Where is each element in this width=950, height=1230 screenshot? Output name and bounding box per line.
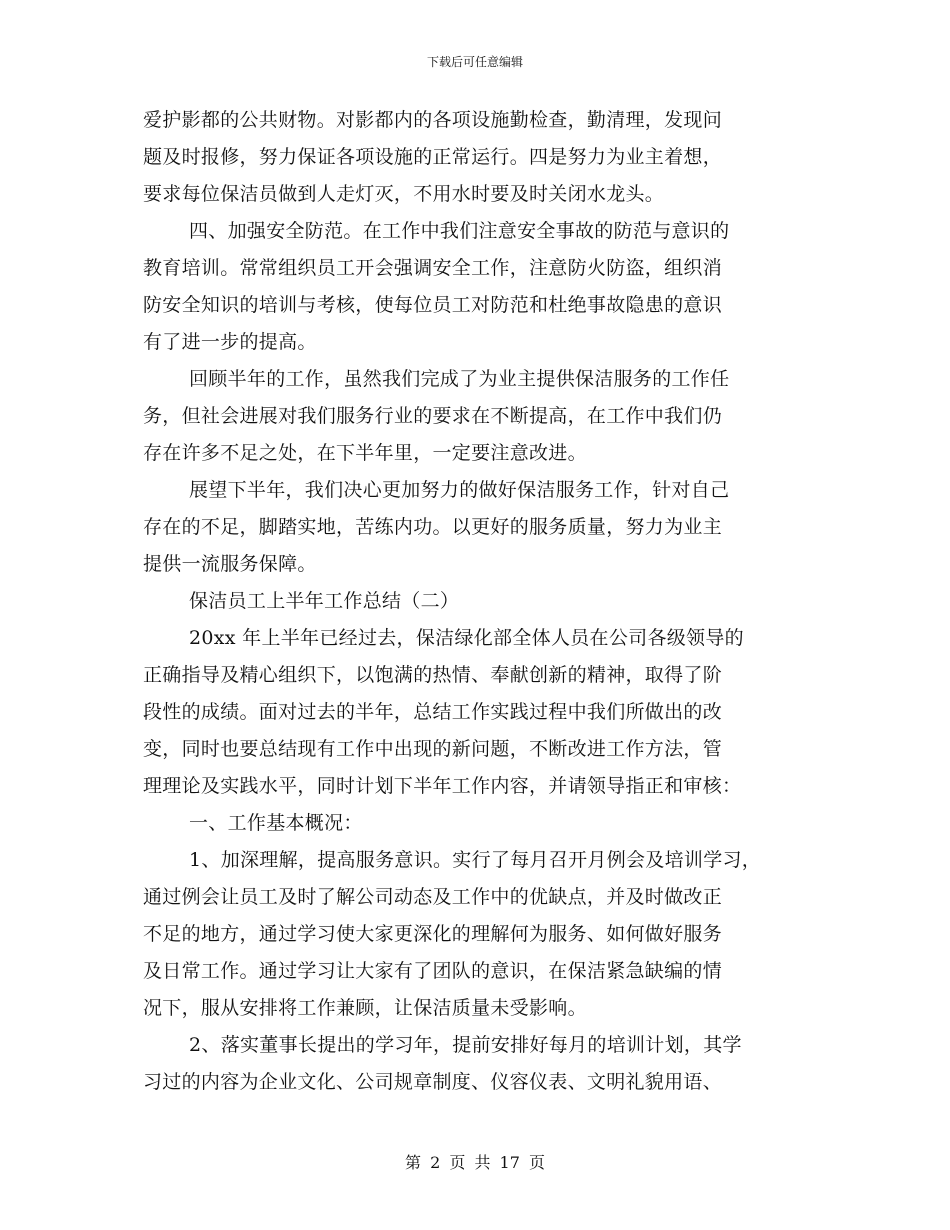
text-line: 防安全知识的培训与考核，使每位员工对防范和杜绝事故隐患的意识 xyxy=(143,294,723,316)
text-line: 展望下半年，我们决心更加努力的做好保洁服务工作，针对自己 xyxy=(189,479,730,501)
text-line: 提供一流服务保障。 xyxy=(143,553,317,575)
document-body xyxy=(143,102,823,1101)
text-line: 20xx 年上半年已经过去，保洁绿化部全体人员在公司各级领导的 xyxy=(189,627,744,649)
text-line: 回顾半年的工作，虽然我们完成了为业主提供保洁服务的工作任 xyxy=(189,368,730,390)
page-header: 下载后可任意编辑 xyxy=(426,55,523,69)
text-line: 存在许多不足之处，在下半年里，一定要注意改进。 xyxy=(143,442,587,464)
text-line: 变，同时也要总结现有工作中出现的新问题，不断改进工作方法，管 xyxy=(143,738,723,760)
text-line: 爱护影都的公共财物。对影都内的各项设施勤检查，勤清理，发现问 xyxy=(143,109,723,131)
text-line: 1、加深理解，提高服务意识。实行了每月召开月例会及培训学习， xyxy=(189,849,762,871)
text-line: 存在的不足，脚踏实地，苦练内功。以更好的服务质量，努力为业主 xyxy=(143,516,723,538)
text-line: 正确指导及精心组织下，以饱满的热情、奉献创新的精神，取得了阶 xyxy=(143,664,723,686)
text-line: 四、加强安全防范。在工作中我们注意安全事故的防范与意识的 xyxy=(189,220,730,242)
page-number: 第 2 页 共 17 页 xyxy=(405,1153,545,1172)
text-line: 要求每位保洁员做到人走灯灭，不用水时要及时关闭水龙头。 xyxy=(143,183,665,205)
text-line: 不足的地方，通过学习使大家更深化的理解何为服务、如何做好服务 xyxy=(143,923,723,945)
text-line: 况下，服从安排将工作兼顾，让保洁质量未受影响。 xyxy=(143,997,587,1019)
text-line: 段性的成绩。面对过去的半年，总结工作实践过程中我们所做出的改 xyxy=(143,701,723,723)
text-line: 题及时报修，努力保证各项设施的正常运行。四是努力为业主着想， xyxy=(143,146,723,168)
text-line: 及日常工作。通过学习让大家有了团队的意识，在保洁紧急缺编的情 xyxy=(143,960,723,982)
text-line: 理理论及实践水平，同时计划下半年工作内容，并请领导指正和审核： xyxy=(143,775,742,797)
text-line: 务，但社会进展对我们服务行业的要求在不断提高，在工作中我们仍 xyxy=(143,405,723,427)
text-line: 教育培训。常常组织员工开会强调安全工作，注意防火防盗，组织消 xyxy=(143,257,723,279)
text-line: 2、落实董事长提出的学习年，提前安排好每月的培训计划，其学 xyxy=(189,1034,742,1056)
text-line: 一、工作基本概况： xyxy=(189,812,363,834)
text-line: 有了进一步的提高。 xyxy=(143,331,317,353)
section-title: 保洁员工上半年工作总结（二） xyxy=(189,590,460,612)
text-line: 通过例会让员工及时了解公司动态及工作中的优缺点，并及时做改正 xyxy=(143,886,723,908)
text-line: 习过的内容为企业文化、公司规章制度、仪容仪表、文明礼貌用语、 xyxy=(143,1071,723,1093)
